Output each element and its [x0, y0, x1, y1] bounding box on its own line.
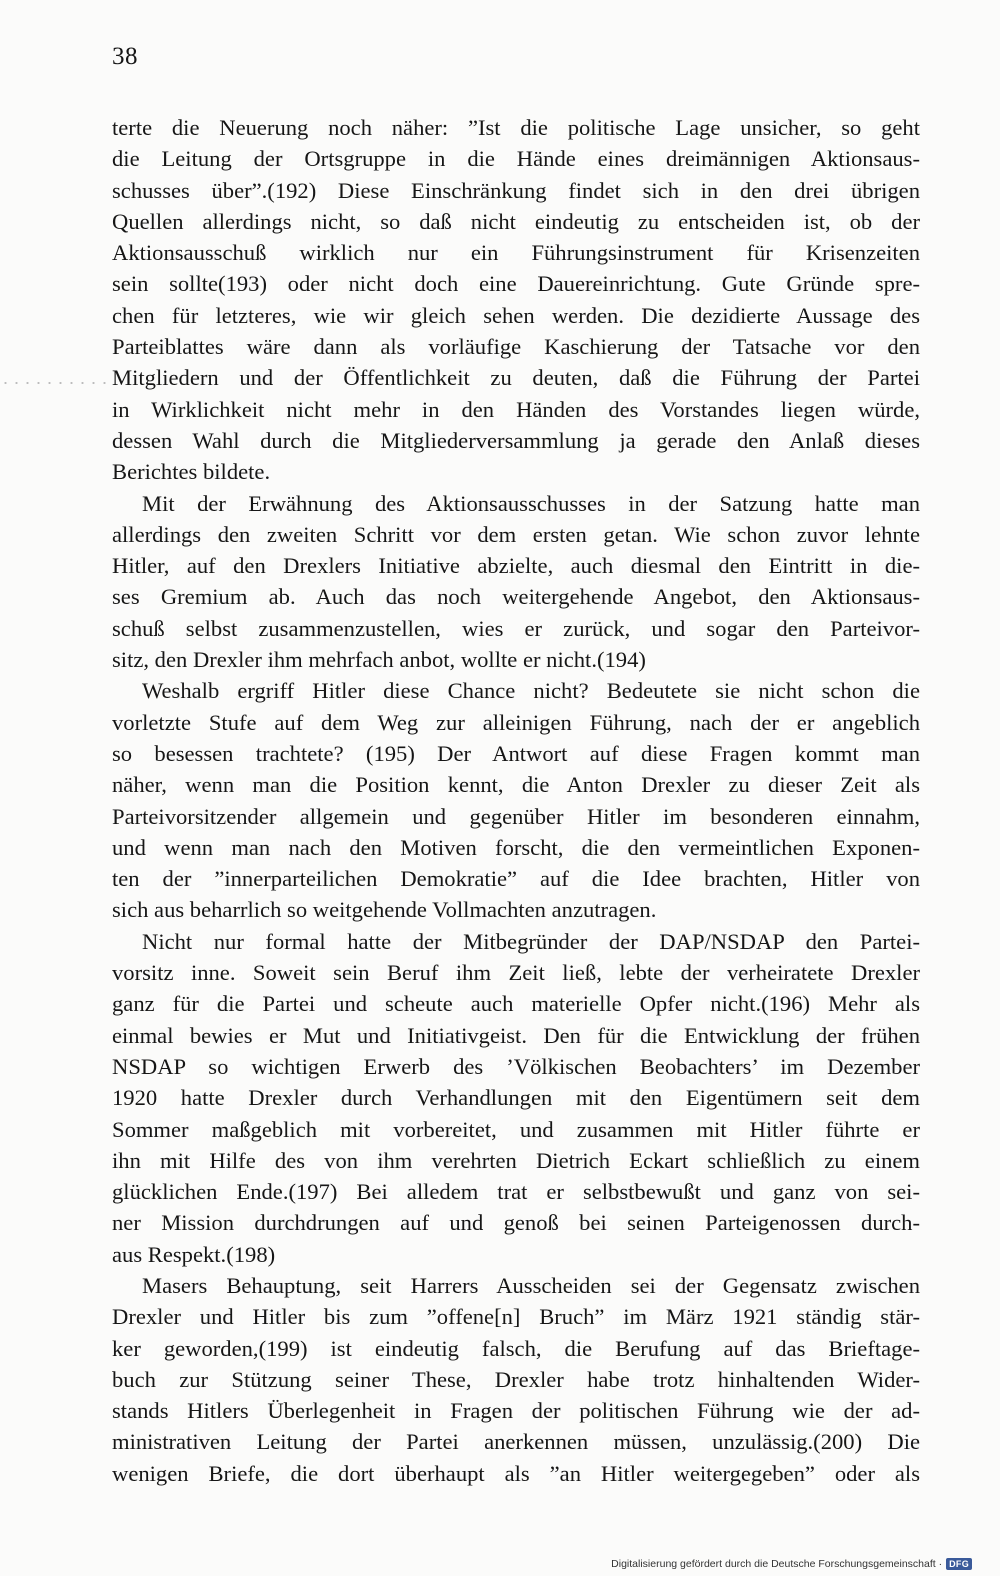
text-line: schusses über”.(192) Diese Einschränkung findet sich in den drei übrigen: [112, 177, 920, 203]
text-line: terte die Neuerung noch näher: ”Ist die politische Lage unsicher, so geht: [112, 115, 920, 140]
footer: [611, 1558, 972, 1570]
text-line: buch zur Stützung seiner These, Drexler habe trotz hinhaltenden Wider-: [112, 1366, 920, 1392]
text-line: in Wirklichkeit nicht mehr in den Händen des Vorstandes liegen würde,: [112, 396, 920, 422]
text-line: Aktionsausschuß wirklich nur ein Führungsinstrument für Krisenzeiten: [112, 240, 920, 266]
text-line: ker geworden,(199) ist eindeutig falsch, die Berufung auf das Brieftage-: [112, 1335, 920, 1361]
text-line: ses Gremium ab. Auch das noch weitergehende Angebot, den Aktionsaus-: [112, 584, 920, 610]
text-line: Weshalb ergriff Hitler diese Chance nicht? Bedeutete sie nicht schon die: [142, 678, 920, 704]
text-line: so besessen trachtete? (195) Der Antwort auf diese Fragen kommt man: [112, 740, 920, 766]
text-line: ten der ”innerparteilichen Demokratie” auf die Idee brachten, Hitler von: [112, 866, 920, 892]
text-line: Sommer maßgeblich mit vorbereitet, und zusammen mit Hitler führte er: [112, 1116, 920, 1142]
text-line: vorsitz inne. Soweit sein Beruf ihm Zeit ließ, lebte der verheiratete Drexler: [112, 960, 920, 986]
text-line: Quellen allerdings nicht, so daß nicht eindeutig zu entscheiden ist, ob der: [112, 208, 920, 234]
text-line: wenigen Briefe, die dort überhaupt als ”an Hitler weitergegeben” oder als: [112, 1460, 920, 1486]
text-line: einmal bewies er Mut und Initiativgeist. Den für die Entwicklung der frühen: [112, 1022, 920, 1048]
text-line: 1920 hatte Drexler durch Verhandlungen mit den Eigentümern seit dem: [112, 1085, 920, 1111]
dfg-logo-icon: DFG: [946, 1558, 972, 1570]
text-line: Drexler und Hitler bis zum ”offene[n] Bruch” im März 1921 ständig stär-: [112, 1304, 920, 1330]
text-line: Nicht nur formal hatte der Mitbegründer der DAP/NSDAP den Partei-: [142, 928, 920, 954]
text-line: dessen Wahl durch die Mitgliederversammlung ja gerade den Anlaß dieses: [112, 427, 920, 453]
text-line: allerdings den zweiten Schritt vor dem ersten getan. Wie schon zuvor lehnte: [112, 521, 920, 547]
text-line: aus Respekt.(198): [112, 1241, 276, 1267]
text-line: schuß selbst zusammenzustellen, wies er zurück, und sogar den Parteivor-: [112, 615, 920, 641]
text-line: Parteiblattes wäre dann als vorläufige Kaschierung der Tatsache vor den: [112, 334, 920, 360]
page-number: 38: [112, 43, 138, 70]
text-body: [112, 112, 920, 1489]
bleed-dots: [0, 382, 110, 384]
text-line: chen für letzteres, wie wir gleich sehen werden. Die dezidierte Aussage des: [112, 302, 920, 328]
text-line: Masers Behauptung, seit Harrers Ausscheiden sei der Gegensatz zwischen: [142, 1272, 920, 1298]
text-line: ganz für die Partei und scheute auch materielle Opfer nicht.(196) Mehr als: [112, 991, 920, 1017]
text-line: sitz, den Drexler ihm mehrfach anbot, wollte er nicht.(194): [112, 647, 646, 673]
text-line: glücklichen Ende.(197) Bei alledem trat er selbstbewußt und ganz von sei-: [112, 1179, 920, 1205]
footer-text: Digitalisierung gefördert durch die Deutsche Forschungsgemeinschaft ·: [611, 1558, 943, 1570]
text-line: ihn mit Hilfe des von ihm verehrten Dietrich Eckart schließlich zu einem: [112, 1147, 920, 1173]
text-line: stands Hitlers Überlegenheit in Fragen der politischen Führung wie der ad-: [112, 1398, 920, 1424]
text-line: Parteivorsitzender allgemein und gegenüber Hitler im besonderen einnahm,: [112, 803, 920, 829]
text-line: sich aus beharrlich so weitgehende Vollmachten anzutragen.: [112, 897, 657, 923]
text-line: ner Mission durchdrungen auf und genoß bei seinen Parteigenossen durch-: [112, 1210, 920, 1236]
text-line: Berichtes bildete.: [112, 459, 271, 485]
text-line: und wenn man nach den Motiven forscht, die den vermeintlichen Exponen-: [112, 834, 920, 860]
text-line: die Leitung der Ortsgruppe in die Hände eines dreimännigen Aktionsaus-: [112, 146, 920, 172]
text-line: Mitgliedern und der Öffentlichkeit zu deuten, daß die Führung der Partei: [112, 365, 920, 391]
text-line: NSDAP so wichtigen Erwerb des ’Völkischen Beobachters’ im Dezember: [112, 1053, 920, 1079]
text-line: sein sollte(193) oder nicht doch eine Dauereinrichtung. Gute Gründe spre-: [112, 271, 920, 297]
text-line: Mit der Erwähnung des Aktionsausschusses in der Satzung hatte man: [142, 490, 920, 516]
text-line: Hitler, auf den Drexlers Initiative abzielte, auch diesmal den Eintritt in die-: [112, 553, 920, 579]
text-line: näher, wenn man die Position kennt, die Anton Drexler zu dieser Zeit als: [112, 772, 920, 798]
text-line: ministrativen Leitung der Partei anerkennen müssen, unzulässig.(200) Die: [112, 1429, 920, 1455]
text-line: vorletzte Stufe auf dem Weg zur alleinigen Führung, nach der er angeblich: [112, 709, 920, 735]
